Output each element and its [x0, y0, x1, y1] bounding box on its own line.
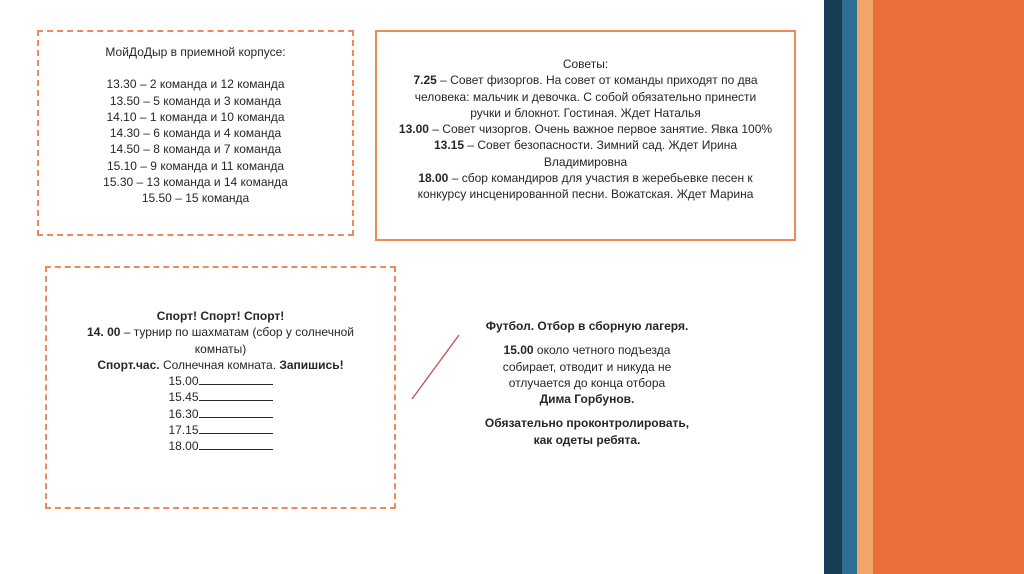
football-note-2 [472, 432, 702, 448]
football-title [472, 318, 702, 334]
council-item-3 [385, 137, 786, 153]
chess-line-2: комнаты) [194, 341, 247, 356]
stripe-orange [873, 0, 1024, 574]
signup-slot[interactable] [47, 406, 394, 422]
council-time: 13.00 [398, 122, 429, 137]
slot-blank[interactable] [199, 407, 273, 418]
council-time: 13.15 [434, 138, 465, 153]
councils-title: Советы: [562, 57, 609, 71]
sport-title-text: Спорт! Спорт! Спорт! [156, 309, 285, 323]
chess-line [47, 324, 394, 340]
washroom-schedule-box [37, 30, 354, 236]
council-item-1 [385, 72, 786, 88]
signup-slot[interactable] [47, 438, 394, 454]
stripe-navy [824, 0, 842, 574]
slot-time: 15.45 [168, 390, 199, 405]
washroom-title: МойДоДыр в приемной корпусе: [105, 45, 286, 59]
football-line-3: отлучается до конца отбора [508, 375, 666, 390]
diagonal-line [410, 333, 462, 401]
schedule-line: 14.10 – 1 команда и 10 команда [106, 109, 285, 124]
slot-time: 17.15 [168, 423, 199, 438]
signup-slot[interactable] [47, 373, 394, 389]
note-text: как одеты ребята. [533, 432, 641, 447]
football-time: 15.00 [503, 343, 534, 358]
council-text: – Совет безопасности. Зимний сад. Ждет Ирина [464, 138, 737, 153]
football-note-1 [472, 415, 702, 431]
schedule-line: 13.50 – 5 команда и 3 команда [109, 93, 282, 108]
council-text-line: Владимировна [543, 154, 628, 169]
slot-time: 18.00 [168, 439, 199, 454]
schedule-line: 15.50 – 15 команда [141, 191, 250, 206]
council-time: 18.00 [418, 171, 449, 186]
slot-blank[interactable] [199, 423, 273, 434]
stripe-peach [857, 0, 873, 574]
football-name [472, 391, 702, 407]
football-block [472, 318, 702, 448]
schedule-line: 13.30 – 2 команда и 12 команда [106, 77, 285, 92]
council-time: 7.25 [413, 73, 437, 88]
sport-hour-line [47, 357, 394, 373]
council-text-line: человека: мальчик и девочка. С собой обязательно принести [414, 89, 757, 104]
football-text: около четного подъезда [533, 343, 671, 358]
council-text: – Совет физоргов. На совет от команды приходят по два [436, 73, 758, 88]
slot-blank[interactable] [199, 390, 273, 401]
sport-hour-label: Спорт.час. [97, 357, 160, 372]
schedule-line: 14.30 – 6 команда и 4 команда [109, 126, 282, 141]
sport-title [47, 308, 394, 324]
schedule-line: 15.30 – 13 команда и 14 команда [103, 175, 288, 190]
council-text-line: ручки и блокнот. Гостиная. Ждет Наталья [470, 105, 701, 120]
chess-text: – турнир по шахматам (сбор у солнечной [120, 325, 354, 340]
council-text: – Совет чизоргов. Очень важное первое занятие. Явка 100% [428, 122, 773, 137]
football-line-1 [472, 342, 702, 358]
sport-box [45, 266, 396, 509]
schedule-line: 15.10 – 9 команда и 11 команда [106, 158, 285, 173]
signup-slot[interactable] [47, 422, 394, 438]
council-item-4 [385, 170, 786, 186]
stripe-blue [842, 0, 857, 574]
sport-hour-text: Солнечная комната. [159, 357, 280, 372]
football-title-text: Футбол. Отбор в сборную лагеря. [485, 319, 689, 333]
chess-time: 14. 00 [87, 325, 121, 340]
slot-blank[interactable] [199, 439, 273, 450]
coach-name: Дима Горбунов. [539, 392, 635, 407]
football-line-2: собирает, отводит и никуда не [502, 359, 672, 374]
note-text: Обязательно проконтролировать, [484, 416, 690, 431]
council-text: – сбор командиров для участия в жеребьевке песен к [448, 171, 753, 186]
slot-blank[interactable] [199, 374, 273, 385]
councils-box [375, 30, 796, 241]
slot-time: 15.00 [168, 374, 199, 389]
signup-label: Запишись! [279, 357, 344, 372]
signup-slot[interactable] [47, 389, 394, 405]
council-item-2 [385, 121, 786, 137]
schedule-line: 14.50 – 8 команда и 7 команда [109, 142, 282, 157]
council-text-line: конкурсу инсценированной песни. Вожатская. Ждет Марина [417, 187, 754, 202]
slot-time: 16.30 [168, 406, 199, 421]
